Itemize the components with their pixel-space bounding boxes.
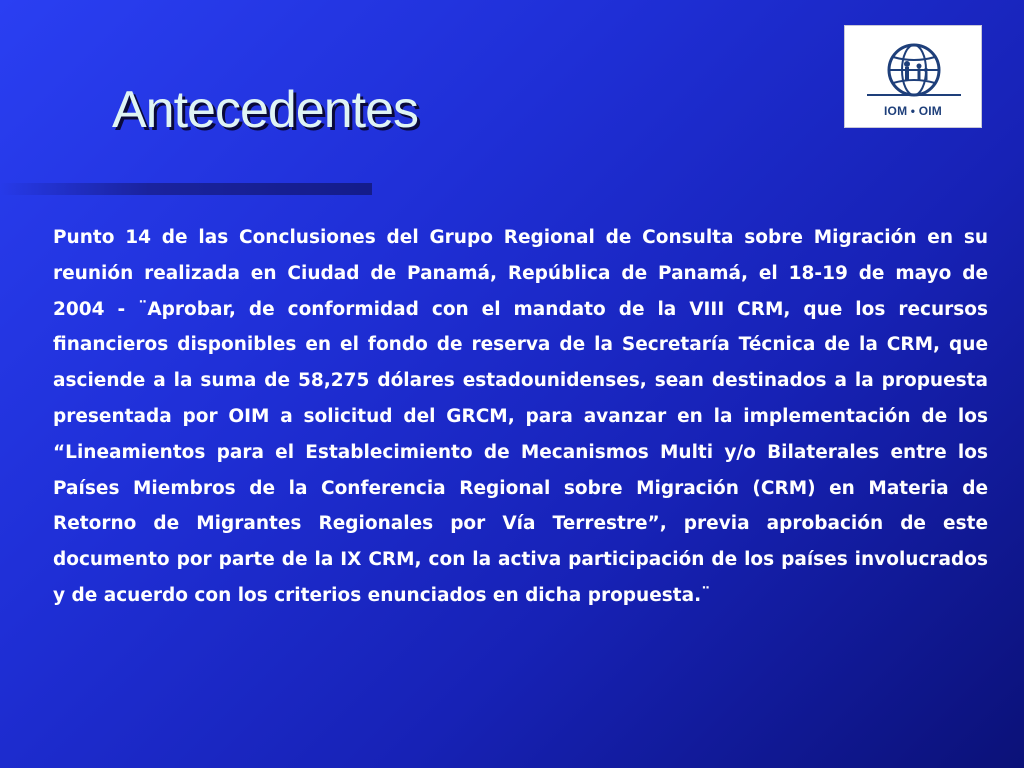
body-paragraph: Punto 14 de las Conclusiones del Grupo Regional de Consulta sobre Migración en su reunión realizada en Ciudad de Panamá, República de Panamá, el 18-19 de mayo de 2004 - ¨Aprobar, de conformidad con el mandato de la VIII CRM, que los recursos financieros disponibles en el fondo de reserva de la Secretaría Técnica de la CRM, que asciende a la suma de 58,275 dólares estadounidenses, sean destinados a la propuesta presentada por OIM a solicitud del GRCM, para avanzar en la implementación de los “Lineamientos para el Establecimiento de Mecanismos Multi y/o Bilaterales entre los Países Miembros de la Conferencia Regional sobre Migración (CRM) en Materia de Retorno de Migrantes Regionales por Vía Terrestre”, previa aprobación de este documento por parte de la IX CRM, con la activa participación de los países involucrados y de acuerdo con los criterios enunciados en dicha propuesta.¨ bbox=[53, 227, 988, 606]
title-underline bbox=[0, 183, 372, 195]
iom-logo bbox=[844, 25, 982, 128]
slide-title: Antecedentes bbox=[112, 81, 419, 139]
logo-caption: IOM • OIM bbox=[884, 104, 942, 118]
iom-globe-icon bbox=[845, 26, 983, 106]
